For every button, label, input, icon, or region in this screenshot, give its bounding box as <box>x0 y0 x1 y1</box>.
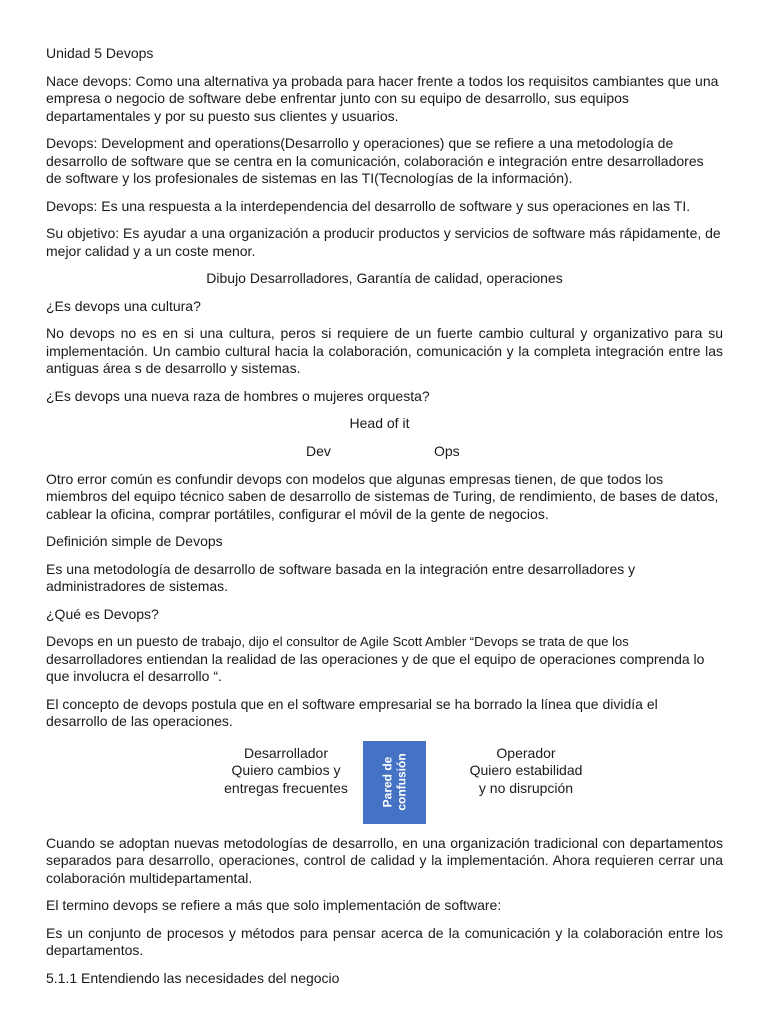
paragraph-definicion: Es una metodología de desarrollo de software basada en la integración entre desarrolladores y administradores de sistemas. <box>46 560 636 594</box>
ambler-part-1: Devops en un puesto de <box>46 633 202 649</box>
operator-line-2: Quiero estabilidad <box>469 762 583 778</box>
paragraph-termino: El termino devops se refiere a más que solo implementación de software: <box>46 897 502 913</box>
dibujo-caption: Dibujo Desarrolladores, Garantía de calidad, operaciones <box>206 270 563 286</box>
wall-of-confusion-box <box>363 741 426 824</box>
ambler-part-2: trabajo, dijo el consultor de Agile Scott Ambler “Devops se trata de que los <box>201 634 629 649</box>
paragraph-conjunto: Es un conjunto de procesos y métodos para pensar acerca de la comunicación y la colaboración entre los departamentos. <box>46 924 723 958</box>
ambler-part-3: desarrolladores entiendan la realidad de las operaciones y de que el equipo de operaciones comprenda lo que involucra el desarrollo “. <box>46 650 705 684</box>
paragraph-error-comun: Otro error común es confundir devops con modelos que algunas empresas tienen, de que todos los miembros del equipo técnico saben de desarrollo de sistemas de Turing, de rendimiento, de bases de datos, cablear la oficina, comprar portátiles, configurar el móvil de la gente de negocios. <box>46 470 719 522</box>
operator-line-3: y no disrupción <box>478 779 574 796</box>
wall-label <box>380 753 408 810</box>
dev-label: Dev <box>306 442 331 459</box>
question-cultura: ¿Es devops una cultura? <box>46 297 201 314</box>
developer-line-3: entregas frecuentes <box>224 779 348 796</box>
paragraph-nace-devops: Nace devops: Como una alternativa ya probada para hacer frente a todos los requisitos cambiantes que una empresa o negocio de software debe enfrentar junto con su equipo de desarrollo, sus equipos departamentales y por su puesto sus clientes y usuarios. <box>46 72 719 124</box>
section-heading: 5.1.1 Entendiendo las necesidades del negocio <box>46 969 340 986</box>
question-orquesta: ¿Es devops una nueva raza de hombres o mujeres orquesta? <box>46 387 430 404</box>
definicion-title: Definición simple de Devops <box>46 533 223 549</box>
operator-column <box>441 745 611 798</box>
paragraph-objetivo: Su objetivo: Es ayudar a una organización a producir productos y servicios de software más rápidamente, de mejor calidad y a un coste menor. <box>46 225 721 259</box>
wall-label-line-1: Pared de <box>380 756 395 808</box>
dev-ops-row <box>46 443 723 461</box>
document-body <box>46 45 723 997</box>
operator-title: Operador <box>496 744 556 761</box>
head-of-it-label: Head of it <box>349 415 410 431</box>
paragraph-concepto: El concepto de devops postula que en el software empresarial se ha borrado la línea que dividía el desarrollo de las operaciones. <box>46 695 658 729</box>
developer-title: Desarrollador <box>243 744 329 761</box>
developer-line-2: Quiero cambios y <box>231 762 341 778</box>
paragraph-devops-respuesta: Devops: Es una respuesta a la interdependencia del desarrollo de software y sus operaciones en las TI. <box>46 197 691 214</box>
wall-label-line-2: confusión <box>394 753 409 811</box>
question-que-es: ¿Qué es Devops? <box>46 605 159 622</box>
paragraph-metodologias: Cuando se adoptan nuevas metodologías de desarrollo, en una organización tradicional con departamentos separados para desarrollo, operaciones, control de calidad y la implementación. Ahora requieren cerrar una colaboración multidepartamental. <box>46 834 723 886</box>
paragraph-ambler <box>46 633 723 686</box>
paragraph-devops-definition: Devops: Development and operations(Desarrollo y operaciones) que se refiere a una metodología de desarrollo de software que se centra en la comunicación, colaboración e integración entre desarrolladores de software y los profesionales de sistemas en las TI(Tecnologías de la información). <box>46 135 704 186</box>
wall-of-confusion-diagram <box>46 741 723 823</box>
paragraph-cultura: No devops no es en si una cultura, peros si requiere de un fuerte cambio cultural y organizativo para su implementación. Un cambio cultural hacia la colaboración, comunicación y la completa integración entre las antiguas área s de desarrollo y sistemas. <box>46 325 723 376</box>
doc-title: Unidad 5 Devops <box>46 45 154 61</box>
developer-column <box>201 745 371 798</box>
ops-label: Ops <box>434 442 460 459</box>
